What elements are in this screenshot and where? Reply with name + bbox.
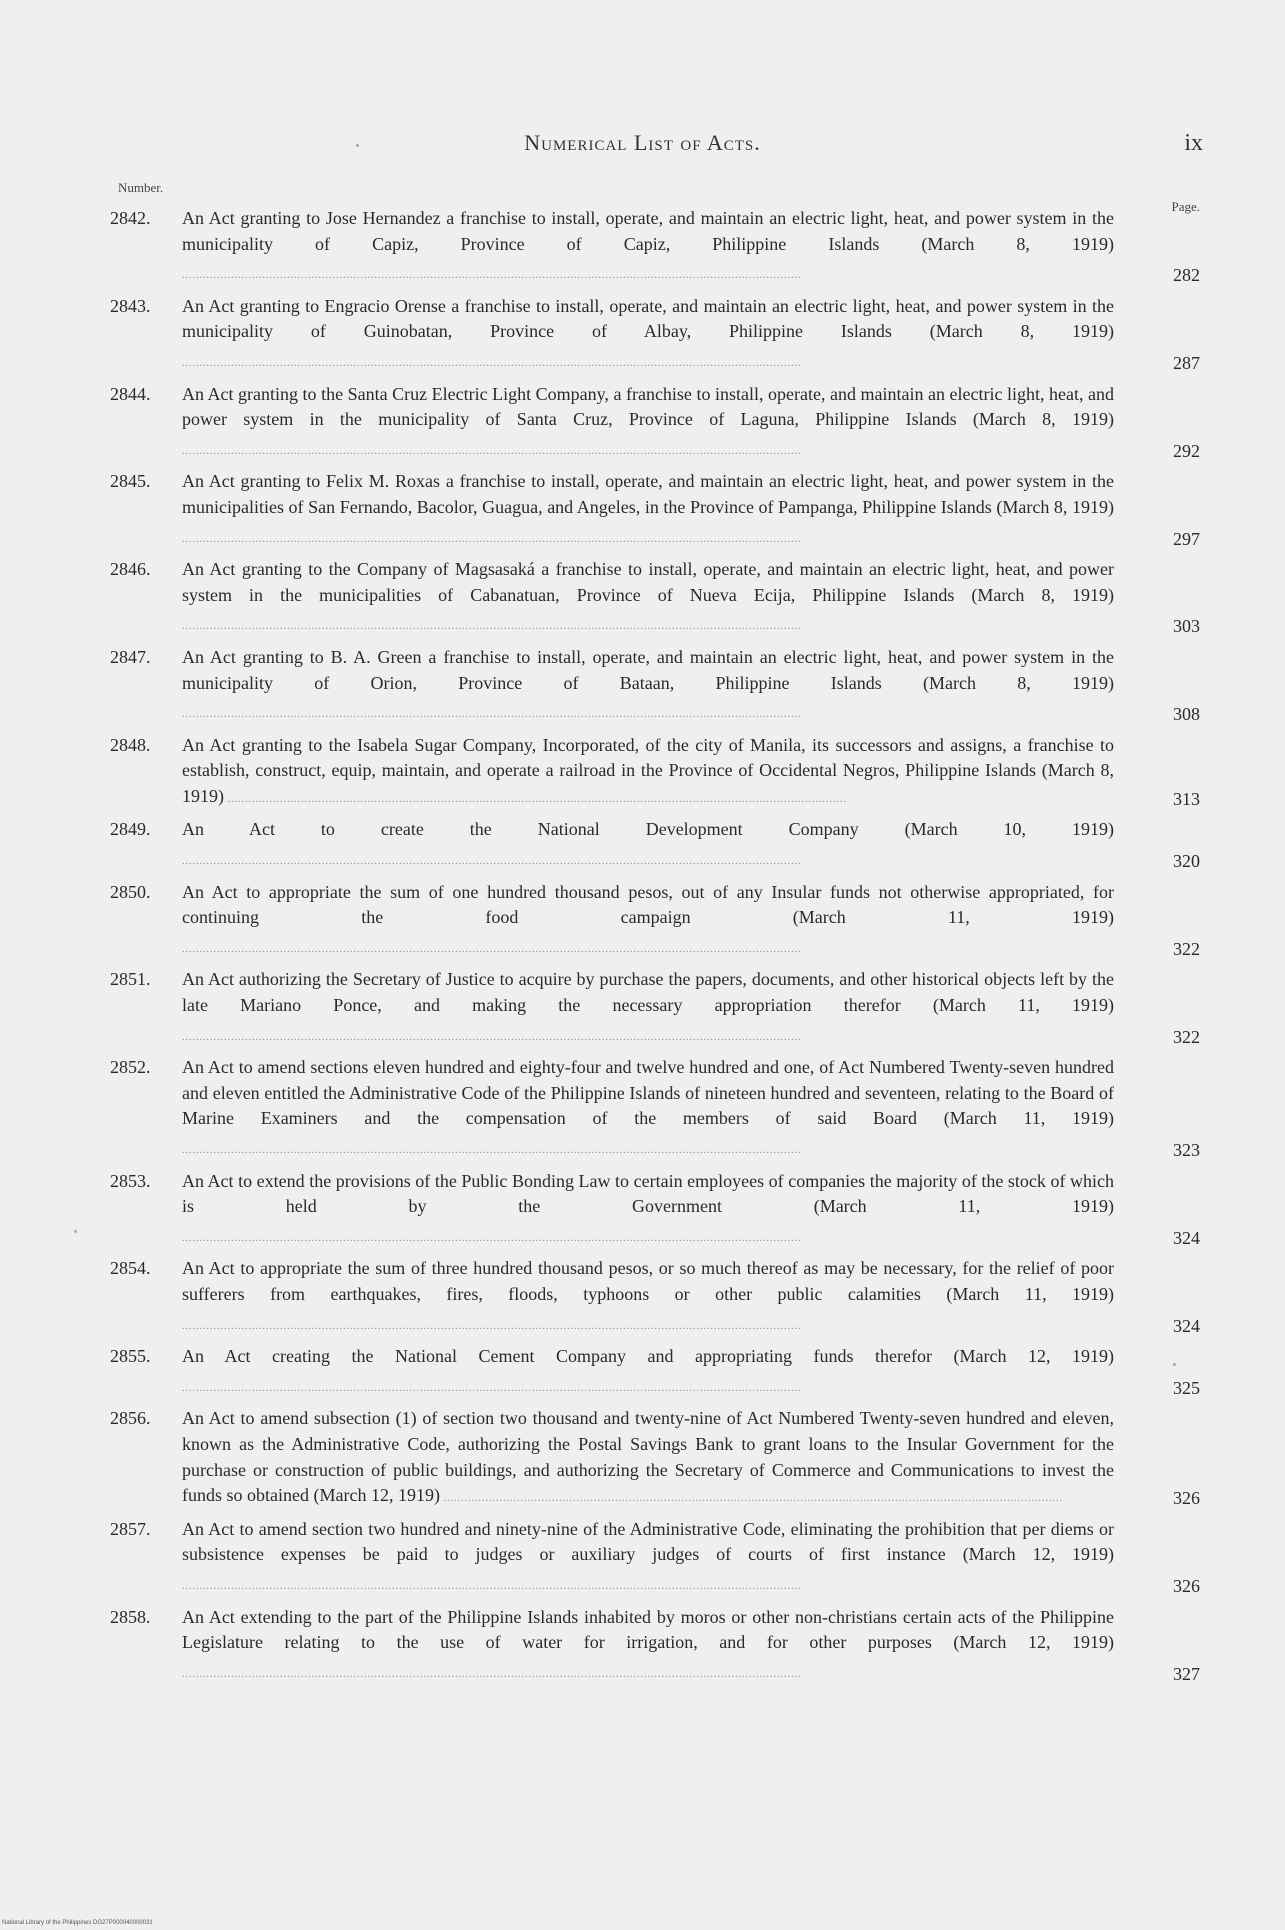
act-entry [110,645,1200,728]
page-title: Numerical List of Acts. [524,130,761,155]
act-number: 2844. [110,383,151,404]
act-number: 2852. [110,1057,151,1078]
act-title-text: An Act to create the National Development Company (March 10, 1919) ..... [182,819,1114,868]
act-title-text: An Act granting to the Company of Magsasaká a franchise to install, operate, and maintain an electric light, heat, and power system in the municipalities of Cabanatuan, Province of Nueva Ecija, Philippine Islands (March 8, 1919) ..... [182,559,1114,633]
act-title-text: An Act to amend subsection (1) of section two thousand and twenty-nine of Act Numbered Twenty-seven hundred and eleven, known as the Administrative Code, authorizing the Postal Savings Bank to grant loans to the Insular Government for the purchase or construction of public buildings, and authorizing the Secretary of Commerce and Communications to invest the funds so obtained (March 12, 1919) ..... [182,1408,1114,1505]
act-title-text: An Act granting to the Isabela Sugar Company, Incorporated, of the city of Manila, its successors and assigns, a franchise to establish, construct, equip, maintain, and operate a railroad in the Province of Occidental Negros, Philippine Islands (March 8, 1919) ..... [182,735,1114,806]
act-entry [110,1406,1200,1511]
acts-list [110,206,1200,1692]
act-page-number: 308 [1173,704,1200,725]
act-page-number: 287 [1173,352,1200,373]
footer-credit: National Library of the Philippines DG27P000040000031 [2,1920,153,1926]
act-entry [110,382,1200,465]
act-entry [110,817,1200,874]
act-title-text: An Act granting to the Santa Cruz Electric Light Company, a franchise to install, operate, and maintain an electric light, heat, and power system in the municipality of Santa Cruz, Province of Laguna, Philippine Islands (March 8, 1919) ..... [182,384,1114,458]
act-entry [110,294,1200,377]
act-title-text: An Act granting to Felix M. Roxas a franchise to install, operate, and maintain an electric light, heat, and power system in the municipalities of San Fernando, Bacolor, Guagua, and Angeles, in the Province of Pampanga, Philippine Islands (March 8, 1919) ..... [182,471,1114,545]
act-entry [110,469,1200,552]
act-page-number: 322 [1173,1026,1200,1047]
act-entry [110,206,1200,289]
act-description [182,557,1114,640]
act-description [182,645,1114,728]
act-page-number: 325 [1173,1377,1200,1398]
act-description [182,1256,1114,1339]
paper-speck [74,1230,77,1233]
act-entry [110,557,1200,640]
act-description [182,1517,1114,1600]
act-page-number: 326 [1173,1575,1200,1596]
act-description [182,1055,1114,1163]
act-number: 2845. [110,471,151,492]
act-entry [110,1055,1200,1163]
act-page-number: 303 [1173,616,1200,637]
act-number: 2855. [110,1346,151,1367]
page-column-label: Page. [1171,199,1200,214]
act-entry [110,733,1200,813]
paper-speck [356,144,359,147]
act-description [182,382,1114,465]
act-description [182,817,1114,874]
act-entry [110,1256,1200,1339]
act-number: 2857. [110,1518,151,1539]
act-description [182,967,1114,1050]
act-number: 2847. [110,646,151,667]
act-title-text: An Act to amend sections eleven hundred and eighty-four and twelve hundred and one, of Act Numbered Twenty-seven hundred and eleven entitled the Administrative Code of the Philippine Islands of nineteen hundred and seventeen, relating to the Board of Marine Examiners and the compensation of the members of said Board (March 11, 1919) ..... [182,1057,1114,1157]
act-page-number: 313 [1173,788,1200,809]
act-description [182,1605,1114,1688]
act-title-text: An Act to appropriate the sum of one hundred thousand pesos, out of any Insular funds not otherwise appropriated, for continuing the food campaign (March 11, 1919) ..... [182,882,1114,956]
act-entry [110,967,1200,1050]
act-number: 2858. [110,1606,151,1627]
act-number: 2848. [110,734,151,755]
act-page-number: 322 [1173,938,1200,959]
act-title-text: An Act authorizing the Secretary of Justice to acquire by purchase the papers, documents, and other historical objects left by the late Mariano Ponce, and making the necessary appropriation therefor (March 11, 1919) ..... [182,969,1114,1043]
act-title-text: An Act granting to Engracio Orense a franchise to install, operate, and maintain an electric light, heat, and power system in the municipality of Guinobatan, Province of Albay, Philippine Islands (March 8, 1919) ..... [182,296,1114,370]
number-column-label: Number. [118,180,164,195]
act-entry [110,1344,1200,1401]
act-description [182,1344,1114,1401]
page-number: ix [1184,130,1203,156]
act-title-text: An Act extending to the part of the Philippine Islands inhabited by moros or other non-christians certain acts of the Philippine Legislature relating to the use of water for irrigation, and for other purposes (March 12, 1919) ..... [182,1607,1114,1681]
act-entry [110,1517,1200,1600]
act-number: 2854. [110,1258,151,1279]
act-number: 2843. [110,295,151,316]
act-number: 2850. [110,881,151,902]
act-number: 2846. [110,559,151,580]
act-number: 2856. [110,1408,151,1429]
act-number: 2849. [110,819,151,840]
act-title-text: An Act to extend the provisions of the Public Bonding Law to certain employees of companies the majority of the stock of which is held by the Government (March 11, 1919) ..... [182,1171,1114,1245]
act-description [182,294,1114,377]
act-page-number: 324 [1173,1227,1200,1248]
act-page-number: 282 [1173,265,1200,286]
act-entry [110,1605,1200,1688]
act-page-number: 297 [1173,528,1200,549]
act-page-number: 292 [1173,440,1200,461]
act-title-text: An Act creating the National Cement Company and appropriating funds therefor (March 12, 1919) ..... [182,1346,1114,1395]
act-description [182,1406,1114,1511]
act-entry [110,1169,1200,1252]
act-page-number: 324 [1173,1315,1200,1336]
act-number: 2853. [110,1170,151,1191]
act-page-number: 323 [1173,1140,1200,1160]
column-headers [118,180,1200,214]
running-head [0,130,1285,170]
act-page-number: 327 [1173,1663,1200,1684]
act-title-text: An Act to appropriate the sum of three hundred thousand pesos, or so much thereof as may be necessary, for the relief of poor sufferers from earthquakes, fires, floods, typhoons or other public calamities (March 11, 1919) ..... [182,1258,1114,1332]
paper-speck [1173,1363,1176,1366]
act-page-number: 320 [1173,851,1200,872]
act-description [182,206,1114,289]
act-description [182,880,1114,963]
act-page-number: 326 [1173,1488,1200,1509]
act-description [182,1169,1114,1252]
act-number: 2842. [110,208,151,228]
act-title-text: An Act granting to B. A. Green a franchise to install, operate, and maintain an electric light, heat, and power system in the municipality of Orion, Province of Bataan, Philippine Islands (March 8, 1919) ..... [182,647,1114,721]
act-title-text: An Act granting to Jose Hernandez a franchise to install, operate, and maintain an electric light, heat, and power system in the municipality of Capiz, Province of Capiz, Philippine Islands (March 8, 1919) ..... [182,208,1114,282]
act-entry [110,880,1200,963]
act-title-text: An Act to amend section two hundred and ninety-nine of the Administrative Code, eliminating the prohibition that per diems or subsistence expenses be paid to judges or auxiliary judges of courts of first instance (March 12, 1919) ..... [182,1519,1114,1593]
act-description [182,733,1114,813]
act-number: 2851. [110,969,151,990]
act-description [182,469,1114,552]
